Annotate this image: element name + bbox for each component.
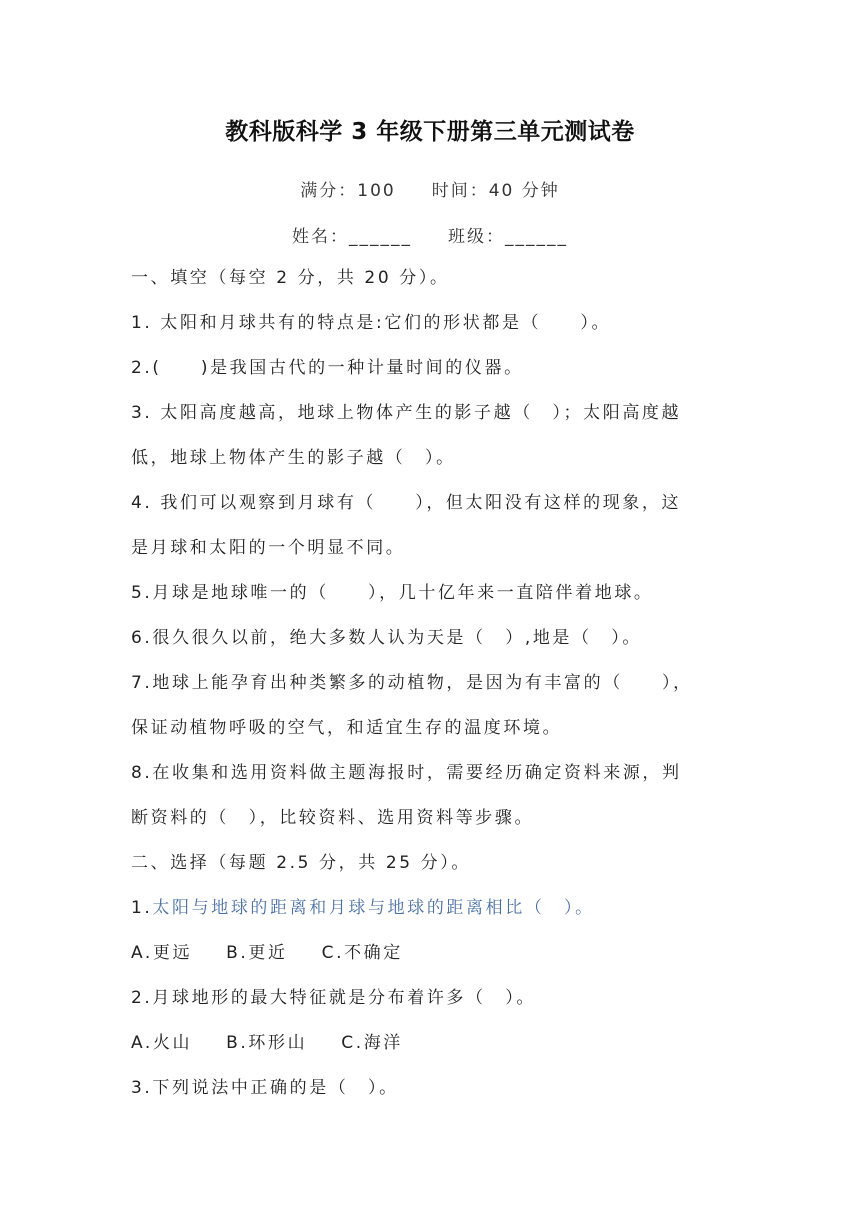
fill-line-5: 4. 我们可以观察到月球有（ ），但太阳没有这样的现象，这 bbox=[131, 493, 682, 513]
fill-line-9: 7.地球上能孕育出种类繁多的动植物，是因为有丰富的（ ）， bbox=[131, 673, 693, 693]
option-a: A.更远 bbox=[131, 943, 193, 963]
fill-line-1: 1. 太阳和月球共有的特点是:它们的形状都是（ ）。 bbox=[131, 313, 612, 333]
choice-question-3: 3.下列说法中正确的是（ ）。 bbox=[131, 1078, 399, 1098]
score-time-line bbox=[0, 176, 860, 201]
time-limit: 时间：40 分钟 bbox=[431, 181, 560, 201]
class-field: 班级：______ bbox=[448, 227, 568, 247]
fill-line-12: 断资料的（ ），比较资料、选用资料等步骤。 bbox=[131, 808, 535, 828]
option-c: C.海洋 bbox=[341, 1033, 403, 1053]
fill-line-10: 保证动植物呼吸的空气，和适宜生存的温度环境。 bbox=[131, 718, 563, 738]
page-title: 教科版科学 3 年级下册第三单元测试卷 bbox=[225, 119, 635, 145]
full-score: 满分：100 bbox=[300, 181, 396, 201]
choice-question-1 bbox=[131, 896, 731, 920]
name-class-line bbox=[0, 222, 860, 247]
fill-line-6: 是月球和太阳的一个明显不同。 bbox=[131, 538, 406, 558]
fill-line-11: 8.在收集和选用资料做主题海报时，需要经历确定资料来源，判 bbox=[131, 763, 682, 783]
section-1-heading: 一、填空（每空 2 分，共 20 分）。 bbox=[131, 268, 450, 288]
choice-question-2: 2.月球地形的最大特征就是分布着许多（ ）。 bbox=[131, 988, 536, 1008]
fill-line-2: 2.( )是我国古代的一种计量时间的仪器。 bbox=[131, 358, 524, 378]
choice-options-1 bbox=[131, 941, 731, 965]
option-c: C.不确定 bbox=[321, 943, 403, 963]
name-field: 姓名：______ bbox=[292, 227, 412, 247]
option-b: B.环形山 bbox=[226, 1033, 308, 1053]
section-2-heading: 二、选择（每题 2.5 分，共 25 分）。 bbox=[131, 853, 471, 873]
fill-line-7: 5.月球是地球唯一的（ ），几十亿年来一直陪伴着地球。 bbox=[131, 583, 654, 603]
question-text: 太阳与地球的距离和月球与地球的距离相比（ ）。 bbox=[152, 898, 595, 918]
fill-line-4: 低，地球上物体产生的影子越（ ）。 bbox=[131, 448, 456, 468]
choice-options-2 bbox=[131, 1031, 731, 1055]
question-number: 1. bbox=[131, 898, 153, 918]
option-b: B.更近 bbox=[226, 943, 288, 963]
option-a: A.火山 bbox=[131, 1033, 193, 1053]
fill-line-3: 3. 太阳高度越高，地球上物体产生的影子越（ ）；太阳高度越 bbox=[131, 403, 682, 423]
fill-line-8: 6.很久很久以前，绝大多数人认为天是（ ）,地是（ ）。 bbox=[131, 628, 642, 648]
